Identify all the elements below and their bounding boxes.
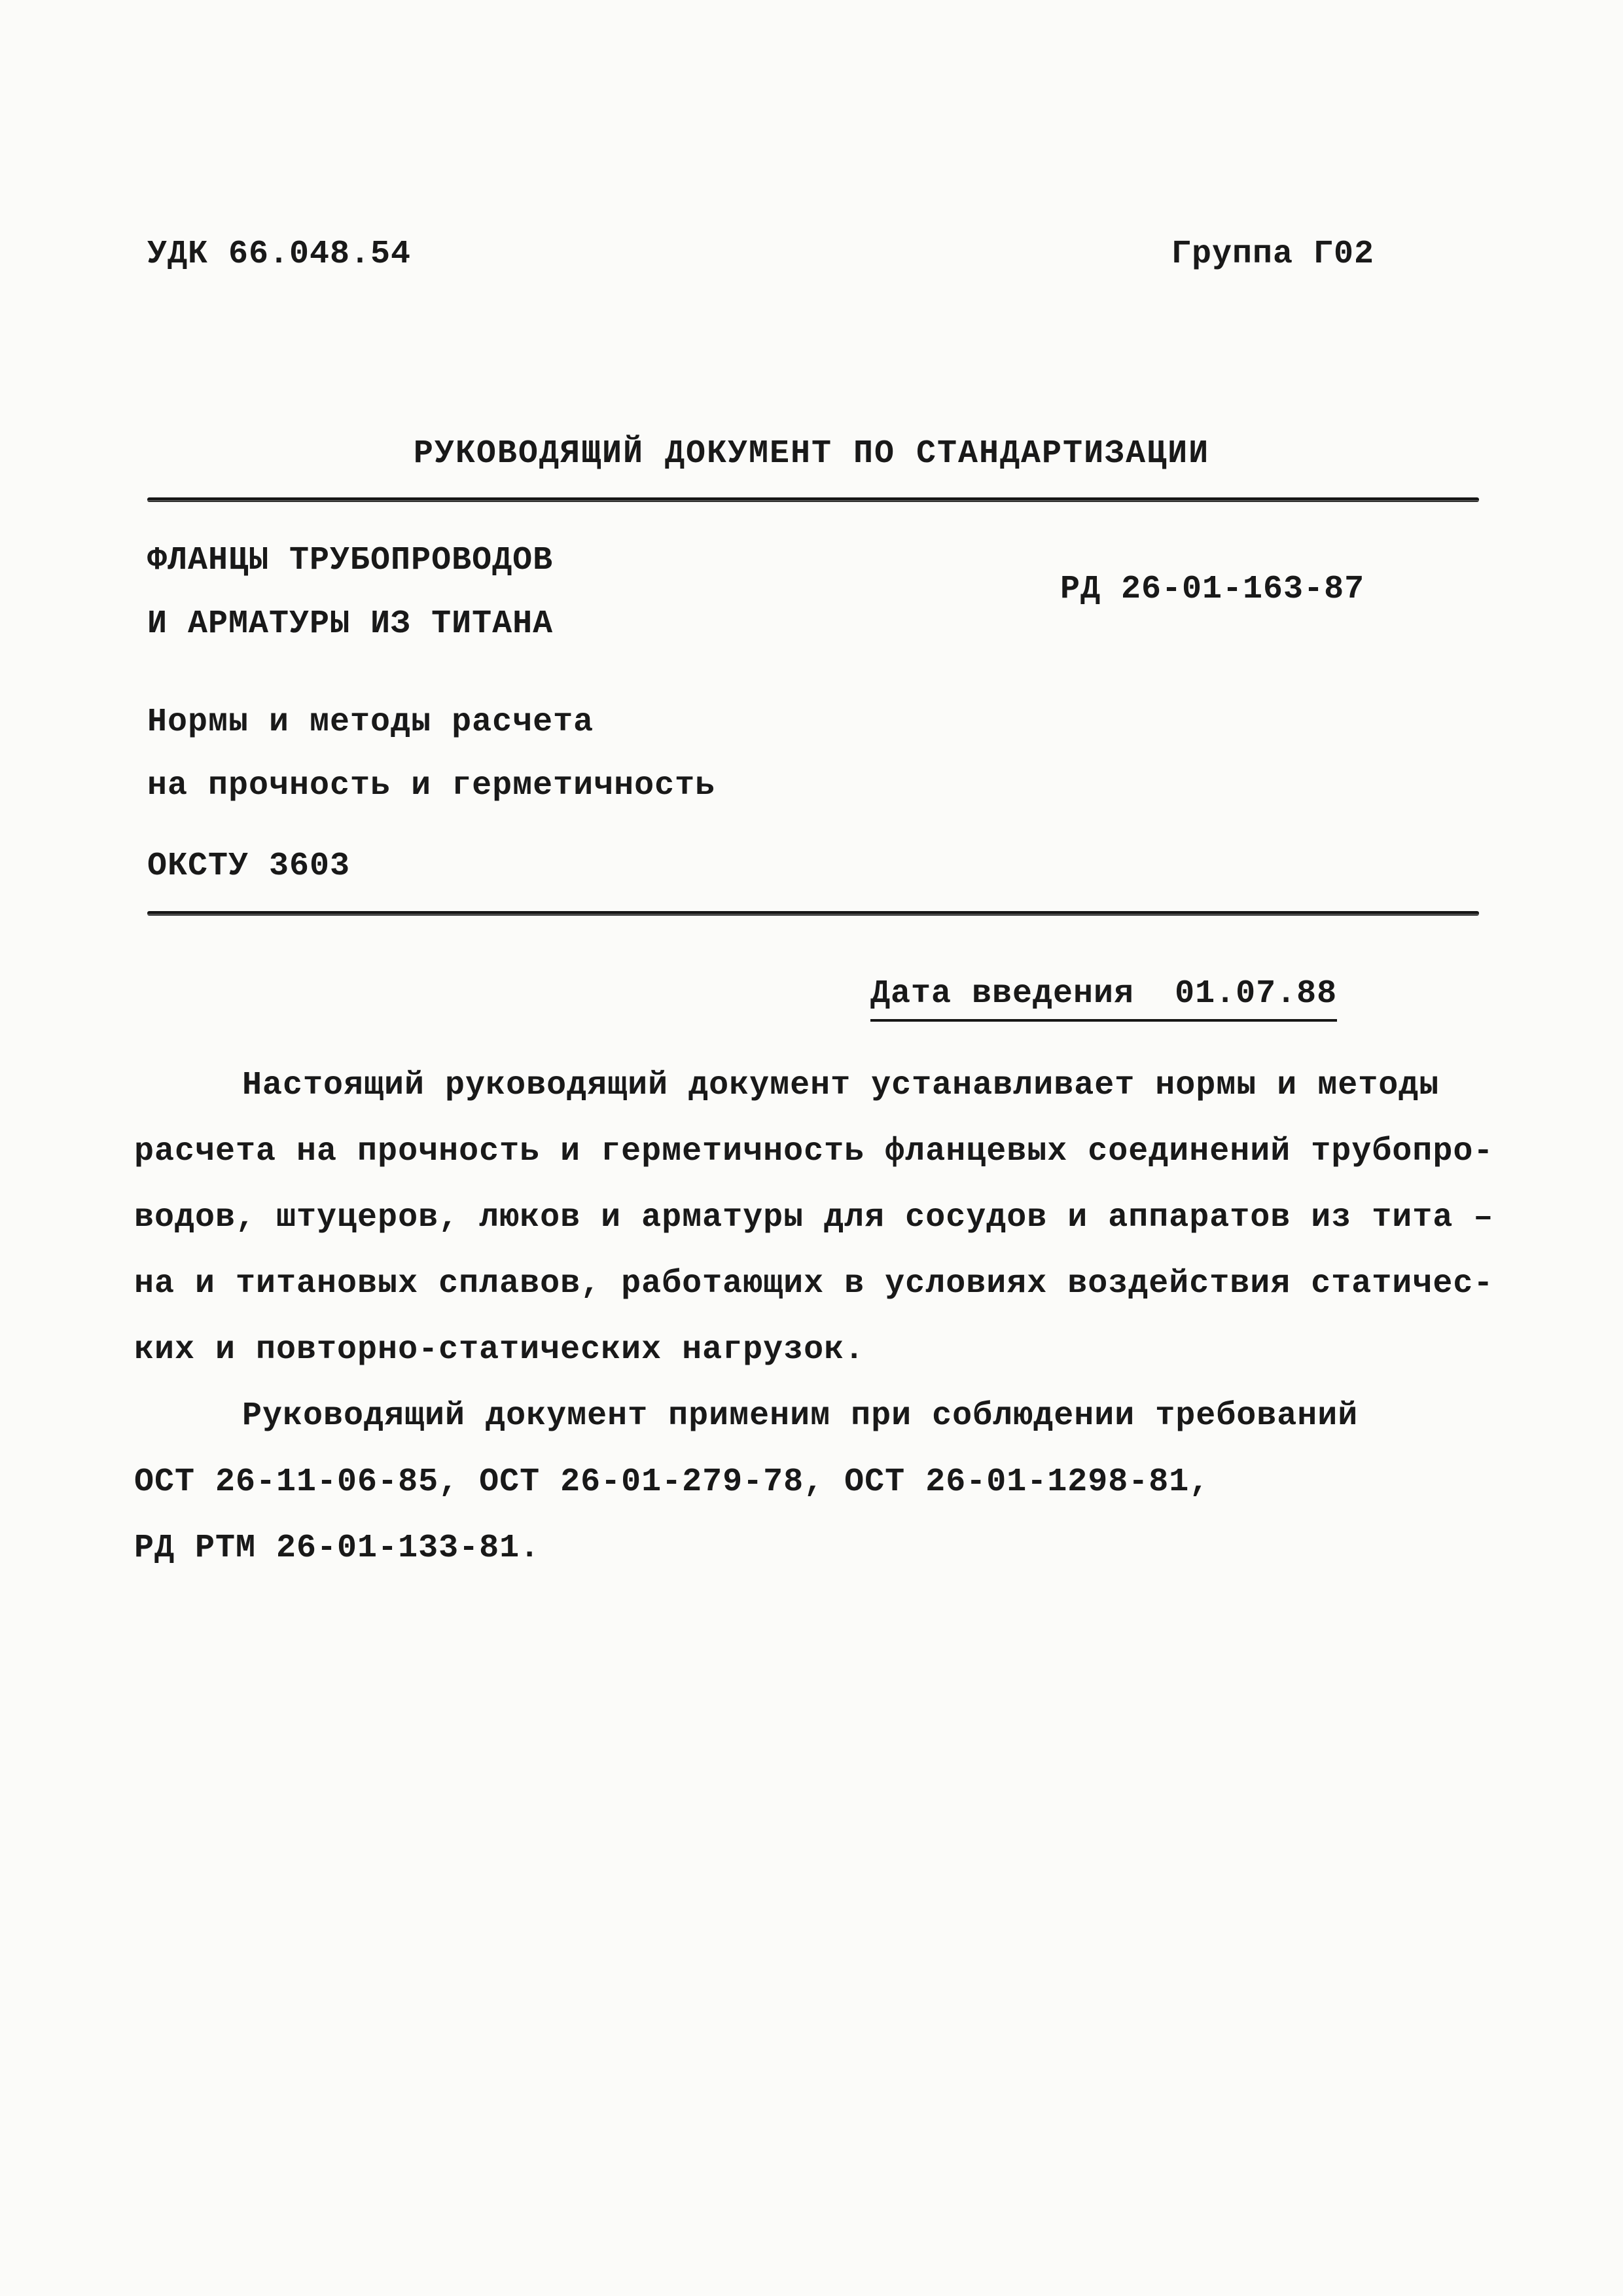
paragraph-2-line: РД РТМ 26-01-133-81. bbox=[134, 1530, 541, 1567]
paragraph-1 bbox=[134, 1067, 1515, 1397]
paragraph-2-line: Руководящий документ применим при соблюдении требований bbox=[242, 1397, 1359, 1435]
document-type-title: РУКОВОДЯЩИЙ ДОКУМЕНТ ПО СТАНДАРТИЗАЦИИ bbox=[413, 435, 1210, 473]
group-code: Группа Г02 bbox=[1171, 236, 1375, 273]
paragraph-1-line: на и титановых сплавов, работающих в условиях воздействия статичес- bbox=[134, 1265, 1494, 1302]
paragraph-1-line: расчета на прочность и герметичность фланцевых соединений трубопро- bbox=[134, 1133, 1494, 1170]
paragraph-2 bbox=[134, 1397, 1515, 1596]
udk-code: УДК 66.048.54 bbox=[147, 236, 412, 273]
paragraph-2-line: ОСТ 26-11-06-85, ОСТ 26-01-279-78, ОСТ 26-01-1298-81, bbox=[134, 1463, 1210, 1501]
okstu-code: ОКСТУ 3603 bbox=[147, 848, 351, 885]
introduction-date: Дата введения 01.07.88 bbox=[870, 975, 1337, 1022]
subject-name-line1: ФЛАНЦЫ ТРУБОПРОВОДОВ bbox=[147, 542, 554, 579]
paragraph-1-line: ких и повторно-статических нагрузок. bbox=[134, 1331, 865, 1369]
document-number: РД 26-01-163-87 bbox=[1060, 571, 1365, 608]
paragraph-1-line: водов, штуцеров, люков и арматуры для сосудов и аппаратов из тита – bbox=[134, 1199, 1494, 1236]
subject-subtitle-line1: Нормы и методы расчета bbox=[147, 704, 594, 741]
subject-subtitle-line2: на прочность и герметичность bbox=[147, 767, 716, 804]
subject-name-line2: И АРМАТУРЫ ИЗ ТИТАНА bbox=[147, 605, 554, 643]
horizontal-rule-bottom bbox=[147, 911, 1479, 916]
paragraph-1-line: Настоящий руководящий документ устанавливает нормы и методы bbox=[242, 1067, 1440, 1104]
horizontal-rule-top bbox=[147, 497, 1479, 502]
